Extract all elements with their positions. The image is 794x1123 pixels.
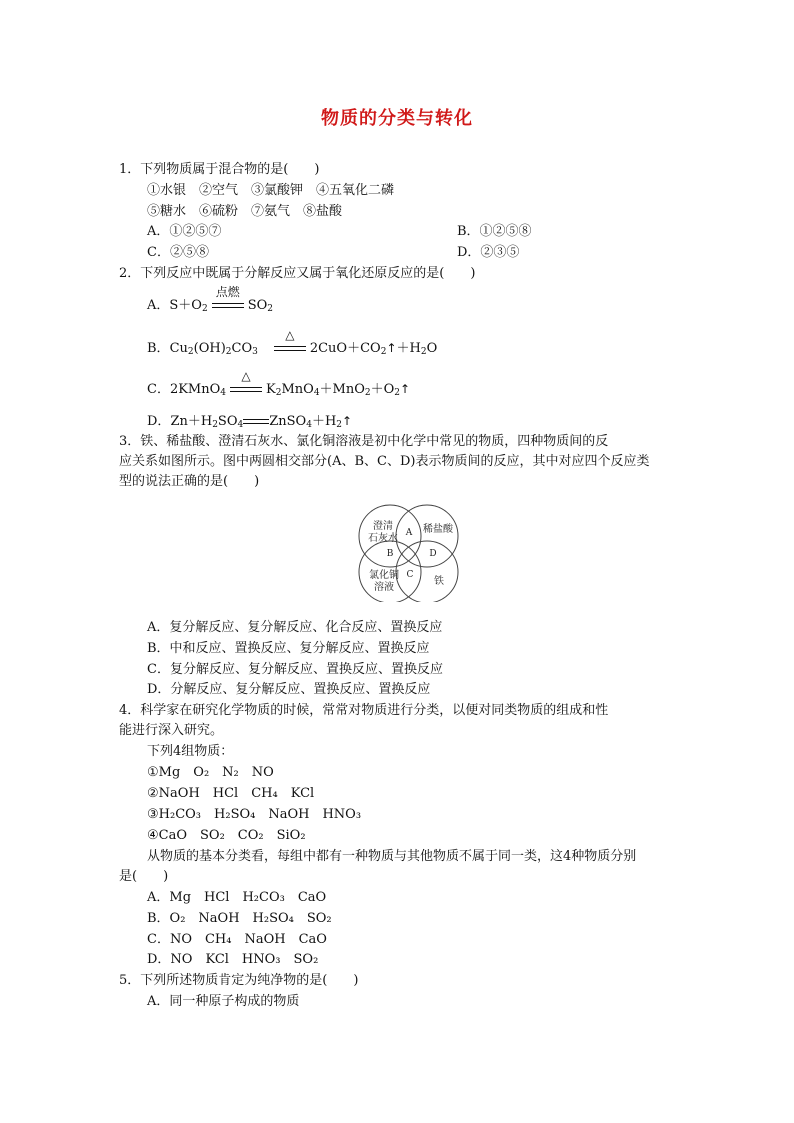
venn-label-limewater-2: 石灰水 — [368, 533, 398, 544]
q4-ask-line1: 从物质的基本分类看，每组中都有一种物质与其他物质不属于同一类，这4种物质分别 — [147, 849, 637, 864]
page-title: 物质的分类与转化 — [321, 108, 473, 129]
venn-region-c: C — [406, 570, 414, 580]
q4-group-4: ④CaO SO₂ CO₂ SiO₂ — [147, 828, 306, 843]
q4-option-a[interactable]: A．Mg HCl H₂CO₃ CaO — [147, 890, 327, 905]
q3-option-b[interactable]: B．中和反应、置换反应、复分解反应、置换反应 — [147, 641, 430, 656]
q5-option-a[interactable]: A．同一种原子构成的物质 — [147, 994, 300, 1009]
q2-option-d[interactable]: D．$Zn+H_2SO_4$ $ZnSO_4+H_2↑$ — [147, 414, 353, 430]
condition-heat: △ — [241, 368, 251, 383]
q1-option-c[interactable]: C．②⑤⑧ — [147, 245, 209, 260]
q3-stem-line2: 应关系如图所示。图中两圆相交部分(A、B、C、D)表示物质间的反应，其中对应四个反应类 — [119, 454, 650, 469]
gas-arrow-icon: ↑ — [400, 382, 411, 396]
venn-label-limewater-1: 澄清 — [373, 521, 393, 532]
venn-region-a: A — [405, 528, 413, 538]
venn-region-d: D — [429, 549, 437, 559]
q3-option-d[interactable]: D．分解反应、复分解反应、置换反应、置换反应 — [147, 682, 431, 697]
venn-label-acid: 稀盐酸 — [423, 524, 453, 535]
condition-fire: 点燃 — [215, 284, 240, 299]
venn-label-cucl2-2: 溶液 — [374, 582, 394, 593]
q1-option-b[interactable]: B．①②⑤⑧ — [457, 224, 532, 239]
q2-stem: 2．下列反应中既属于分解反应又属于氧化还原反应的是( ) — [119, 266, 476, 281]
q4-option-c[interactable]: C．NO CH₄ NaOH CaO — [147, 932, 327, 947]
q1-option-d[interactable]: D．②③⑤ — [457, 245, 520, 260]
q4-group-1: ①Mg O₂ N₂ NO — [147, 765, 274, 780]
q4-option-b[interactable]: B．O₂ NaOH H₂SO₄ SO₂ — [147, 911, 332, 926]
q4-stem-line2: 能进行深入研究。 — [119, 723, 224, 738]
reaction-arrow — [274, 327, 306, 354]
q1-options-row2 — [147, 244, 647, 262]
q5-stem: 5．下列所述物质肯定为纯净物的是( ) — [119, 973, 359, 988]
q1-items-line1: ①水银 ②空气 ③氯酸钾 ④五氧化二磷 — [147, 183, 395, 198]
q4-group-2: ②NaOH HCl CH₄ KCl — [147, 786, 315, 801]
q4-ask-line2: 是( ) — [119, 869, 169, 884]
q1-options-row1 — [147, 223, 647, 241]
q2-option-c[interactable]: C．2KMnO$_4$ △ $K_2MnO_4+MnO_2+O_2↑$ — [147, 368, 411, 398]
q3-stem-line3: 型的说法正确的是( ) — [119, 474, 260, 489]
condition-heat: △ — [285, 327, 295, 342]
q2-option-b[interactable]: B．$Cu_2(OH)_2CO_3$ △ $2CuO+CO_2↑+H_2O$ — [147, 327, 438, 357]
equals-sign — [243, 418, 269, 426]
circle-iron — [396, 541, 458, 602]
venn-diagram — [356, 500, 466, 602]
venn-region-b: B — [386, 549, 394, 559]
q3-option-a[interactable]: A．复分解反应、复分解反应、化合反应、置换反应 — [147, 620, 443, 635]
q1-stem: 1．下列物质属于混合物的是( ) — [119, 162, 320, 177]
q3-stem-line1: 3．铁、稀盐酸、澄清石灰水、氯化铜溶液是初中化学中常见的物质，四种物质间的反 — [119, 434, 609, 449]
q3-option-c[interactable]: C．复分解反应、复分解反应、置换反应、置换反应 — [147, 662, 443, 677]
reaction-arrow — [230, 368, 262, 395]
q4-option-d[interactable]: D．NO KCl HNO₃ SO₂ — [147, 952, 319, 967]
q1-items-line2: ⑤糖水 ⑥硫粉 ⑦氨气 ⑧盐酸 — [147, 204, 343, 219]
q4-stem-line1: 4．科学家在研究化学物质的时候，常常对物质进行分类，以便对同类物质的组成和性 — [119, 703, 609, 718]
venn-label-cucl2-1: 氯化铜 — [369, 570, 399, 581]
q1-option-a[interactable]: A．①②⑤⑦ — [147, 224, 222, 239]
q2-option-a[interactable]: A．$S+O_2$ 点燃 $SO_2$ — [147, 284, 274, 314]
reaction-arrow — [212, 284, 244, 311]
venn-label-iron: 铁 — [434, 576, 444, 587]
gas-arrow-icon: ↑ — [386, 341, 397, 355]
gas-arrow-icon: ↑ — [342, 414, 353, 428]
q4-group-3: ③H₂CO₃ H₂SO₄ NaOH HNO₃ — [147, 807, 362, 822]
q4-intro: 下列4组物质： — [147, 744, 234, 759]
